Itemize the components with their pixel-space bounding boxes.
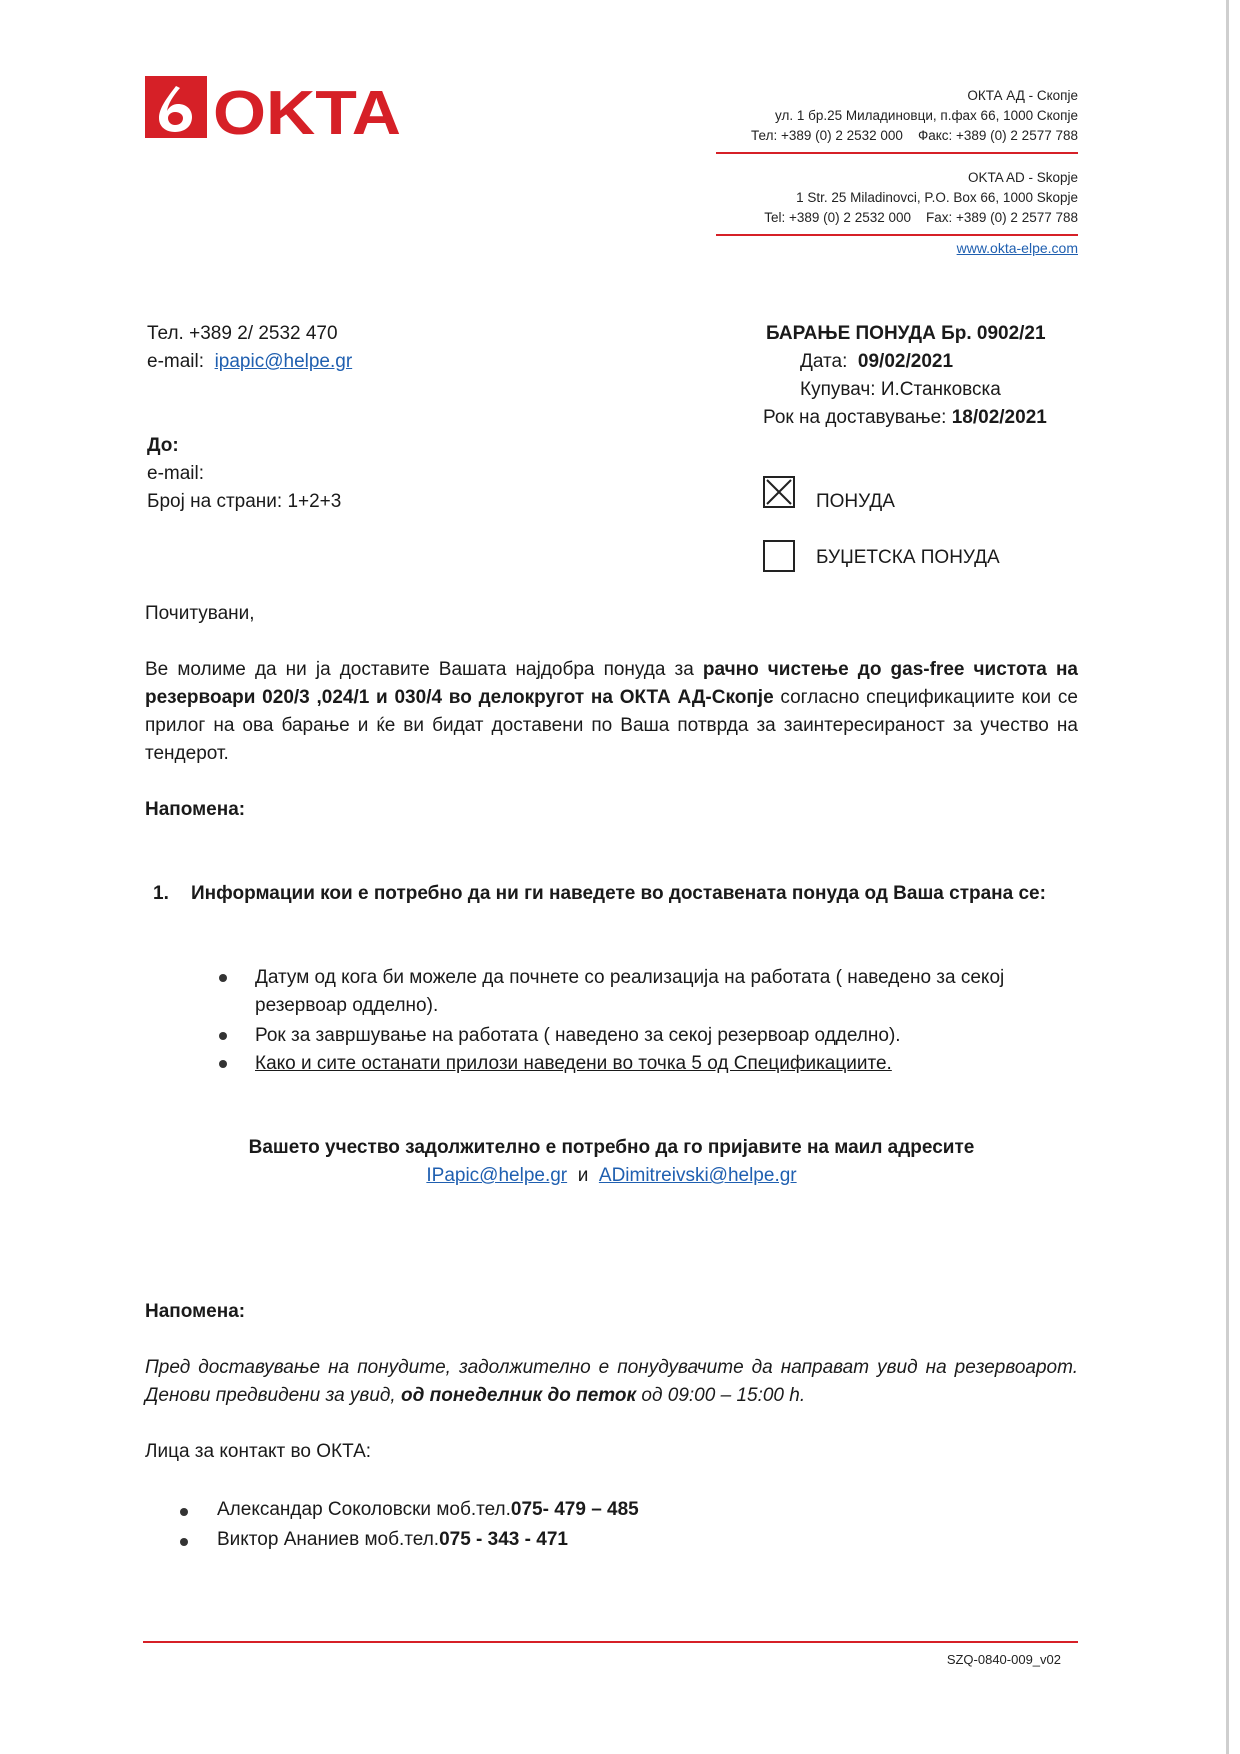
footer-rule [143,1641,1078,1643]
street-en: 1 Str. 25 Miladinovci, P.O. Box 66, 1000 Skopje [796,190,1078,205]
bullet-dot [219,1060,227,1068]
request-title: БАРАЊЕ ПОНУДА Бр. 0902/21 [766,323,1046,344]
sender-tel: Тел. +389 2/ 2532 470 [147,323,338,344]
email-link-adimitreivski[interactable]: ADimitreivski@helpe.gr [598,1165,797,1186]
bullet-item: Рок за завршување на работата ( наведено за секој резервоар одделно). [255,1025,901,1046]
page-count: Број на страни: 1+2+3 [147,491,342,512]
item-text: Информации кои е потребно да ни ги наведете во доставената понуда од Ваша страна се: [191,883,1046,904]
request-paragraph: Ве молиме да ни ја доставите Вашата најдобра понуда за рачно чистење до gas-free чистота на резервоари 020/3 ,024/1 и 030/4 во делокругот на ОКТА АД-Скопје согласно спецификациите кои се прилог на ова барање и ќе ви бидат доставени по Ваша потврда за заинтересираност за учество на тендерот. [145,659,1078,764]
website-link[interactable]: www.okta-elpe.com [956,240,1078,256]
offer-label: ПОНУДА [816,491,895,512]
note-heading-2: Напомена: [145,1301,246,1322]
participation-emails: IPapic@helpe.gr и ADimitreivski@helpe.gr [426,1165,797,1186]
address-en [764,168,1078,228]
bullet-item: Како и сите останати прилози наведени во точка 5 од Спецификациите. [255,1053,892,1074]
contacts-label: Лица за контакт во ОКТА: [145,1441,372,1462]
contact-item: Александар Соколовски моб.тел.075- 479 – 485 [217,1499,639,1520]
street-mk: ул. 1 бр.25 Миладиновци, п.фах 66, 1000 Скопје [775,108,1078,123]
bullet-item-cont: резервоар одделно). [255,995,439,1016]
phone-fax-en: Tel: +389 (0) 2 2532 000 Fax: +389 (0) 2 2577 788 [764,210,1078,225]
bullet-dot [219,1032,227,1040]
address-mk [751,86,1078,146]
bullet-dot [219,974,227,982]
request-deadline: Рок на доставување: 18/02/2021 [763,407,1047,428]
budget-offer-label: БУЏЕТСКА ПОНУДА [816,547,1000,568]
header-rule [716,234,1078,236]
bullet-dot [180,1508,188,1516]
participation-notice: Вашето учество задолжително е потребно да го пријавите на маил адресите [248,1137,975,1158]
document-code: SZQ-0840-009_v02 [946,1652,1061,1667]
recipient-email-label: e-mail: [147,463,205,484]
page-edge [1226,0,1229,1754]
greeting: Почитувани, [145,603,255,624]
bullet-item: Датум од кога би можеле да почнете со реализација на работата ( наведено за секој [255,967,1005,988]
to-label: До: [147,435,179,456]
budget-offer-checkbox[interactable] [763,540,795,572]
email-link-ipapic[interactable]: IPapic@helpe.gr [426,1165,568,1186]
note-heading-1: Напомена: [145,799,246,820]
request-date: Дата: 09/02/2021 [800,351,954,372]
header-rule [716,152,1078,154]
okta-logo [145,74,405,144]
sender-email-link[interactable]: ipapic@helpe.gr [214,351,353,372]
request-buyer: Купувач: И.Станковска [800,379,1001,400]
checked-x-icon [765,478,793,506]
svg-text:OKTA: OKTA [213,79,401,144]
item-number: 1. [153,883,169,904]
offer-checkbox[interactable] [763,476,795,508]
contact-item: Виктор Ананиев моб.тел.075 - 343 - 471 [217,1529,568,1550]
sender-email-line: e-mail: ipapic@helpe.gr [147,351,353,372]
bullet-dot [180,1538,188,1546]
company-name-mk: ОКТА АД - Скопје [967,88,1078,103]
phone-fax-mk: Тел: +389 (0) 2 2532 000 Факс: +389 (0) 2 2577 788 [751,128,1078,143]
inspection-note: Пред доставување на понудите, задолжително е понудувачите да направат увид на резервоарот. Денови предвидени за увид, од понеделник до петок од 09:00 – 15:00 h. [145,1357,1078,1406]
company-name-en: OKTA AD - Skopje [967,170,1078,185]
